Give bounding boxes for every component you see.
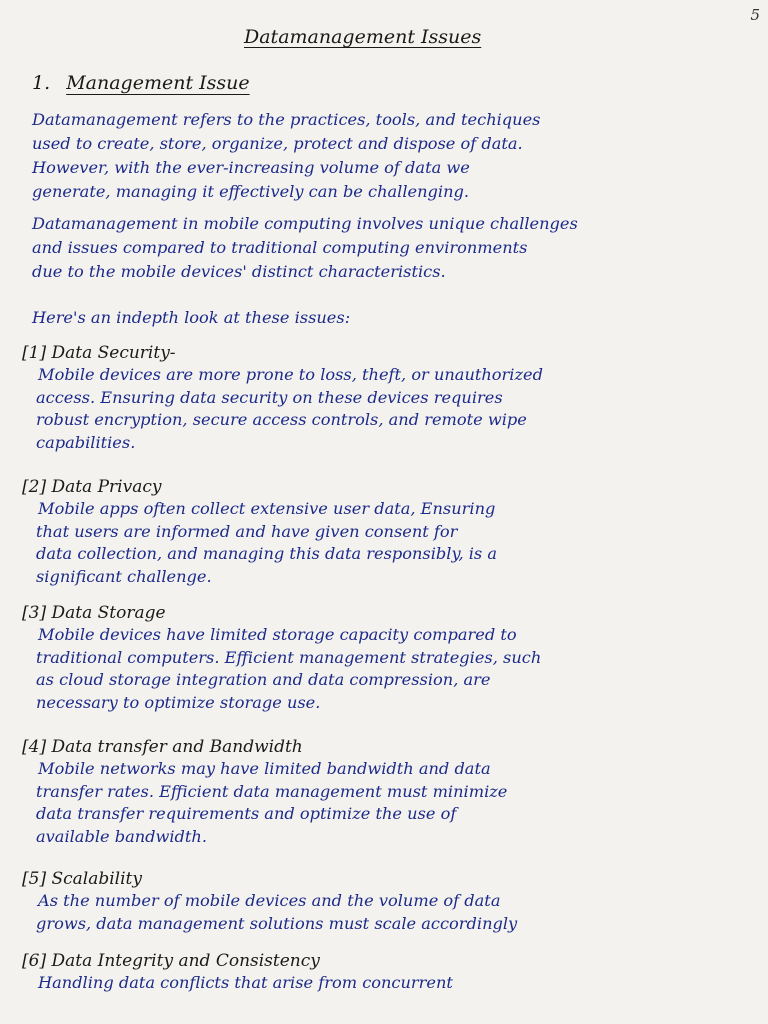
intro-paragraph-2 <box>32 212 768 284</box>
intro-p2-line: due to the mobile devices' distinct characteristics. <box>32 262 446 281</box>
section-label: [2] Data Privacy <box>22 477 162 497</box>
section-label: [3] Data Storage <box>22 603 166 623</box>
page-title: Datamanagement Issues <box>244 26 482 48</box>
intro-p1-line: Datamanagement refers to the practices, tools, and techiques <box>32 110 541 129</box>
section-label: [5] Scalability <box>22 869 142 889</box>
section-data-privacy <box>22 476 762 588</box>
section-data-storage <box>22 602 762 714</box>
section-scalability <box>22 868 762 935</box>
section-line: available bandwidth. <box>36 826 207 846</box>
section-line: Mobile networks may have limited bandwidth and data <box>38 759 491 778</box>
section-line: Mobile devices are more prone to loss, theft, or unauthorized <box>38 365 543 384</box>
intro-p1-line: used to create, store, organize, protect and dispose of data. <box>32 134 523 153</box>
section-line: traditional computers. Efficient management strategies, such <box>36 647 542 667</box>
section-line: that users are informed and have given consent for <box>36 521 458 541</box>
intro-p2-line: Datamanagement in mobile computing involves unique challenges <box>32 214 578 233</box>
section-line: robust encryption, secure access controls, and remote wipe <box>36 410 527 429</box>
section-label: [6] Data Integrity and Consistency <box>22 951 320 971</box>
intro-p1-line: generate, managing it effectively can be challenging. <box>32 182 470 201</box>
heading-text: Management Issue <box>66 72 250 94</box>
section-line: data collection, and managing this data responsibly, is a <box>36 544 498 563</box>
intro-p1-line: However, with the ever-increasing volume of data we <box>32 158 470 177</box>
section-data-transfer <box>22 736 762 848</box>
intro-lead <box>32 306 768 330</box>
section-label: [1] Data Security- <box>22 343 176 363</box>
section-heading <box>32 72 250 94</box>
section-line: Mobile apps often collect extensive user data, Ensuring <box>38 499 496 518</box>
section-line: data transfer requirements and optimize the use of <box>36 804 457 823</box>
page-number: 5 <box>750 6 760 24</box>
section-line: grows, data management solutions must scale accordingly <box>36 913 518 933</box>
intro-p2-line: and issues compared to traditional computing environments <box>32 238 528 257</box>
intro-paragraph-1 <box>32 108 768 204</box>
heading-number: 1. <box>32 72 51 94</box>
section-line: as cloud storage integration and data compression, are <box>36 670 491 689</box>
section-line: transfer rates. Efficient data management must minimize <box>36 781 508 801</box>
section-data-integrity <box>22 950 762 995</box>
section-line: significant challenge. <box>36 566 212 586</box>
section-line: necessary to optimize storage use. <box>36 692 321 712</box>
section-label: [4] Data transfer and Bandwidth <box>22 737 303 757</box>
section-line: access. Ensuring data security on these devices requires <box>36 387 503 407</box>
section-data-security <box>22 342 762 454</box>
section-line: As the number of mobile devices and the volume of data <box>38 891 501 910</box>
section-line: Mobile devices have limited storage capacity compared to <box>38 625 517 644</box>
intro-lead-text: Here's an indepth look at these issues: <box>32 308 351 327</box>
section-line: Handling data conflicts that arise from concurrent <box>38 973 453 992</box>
section-line: capabilities. <box>36 432 136 452</box>
